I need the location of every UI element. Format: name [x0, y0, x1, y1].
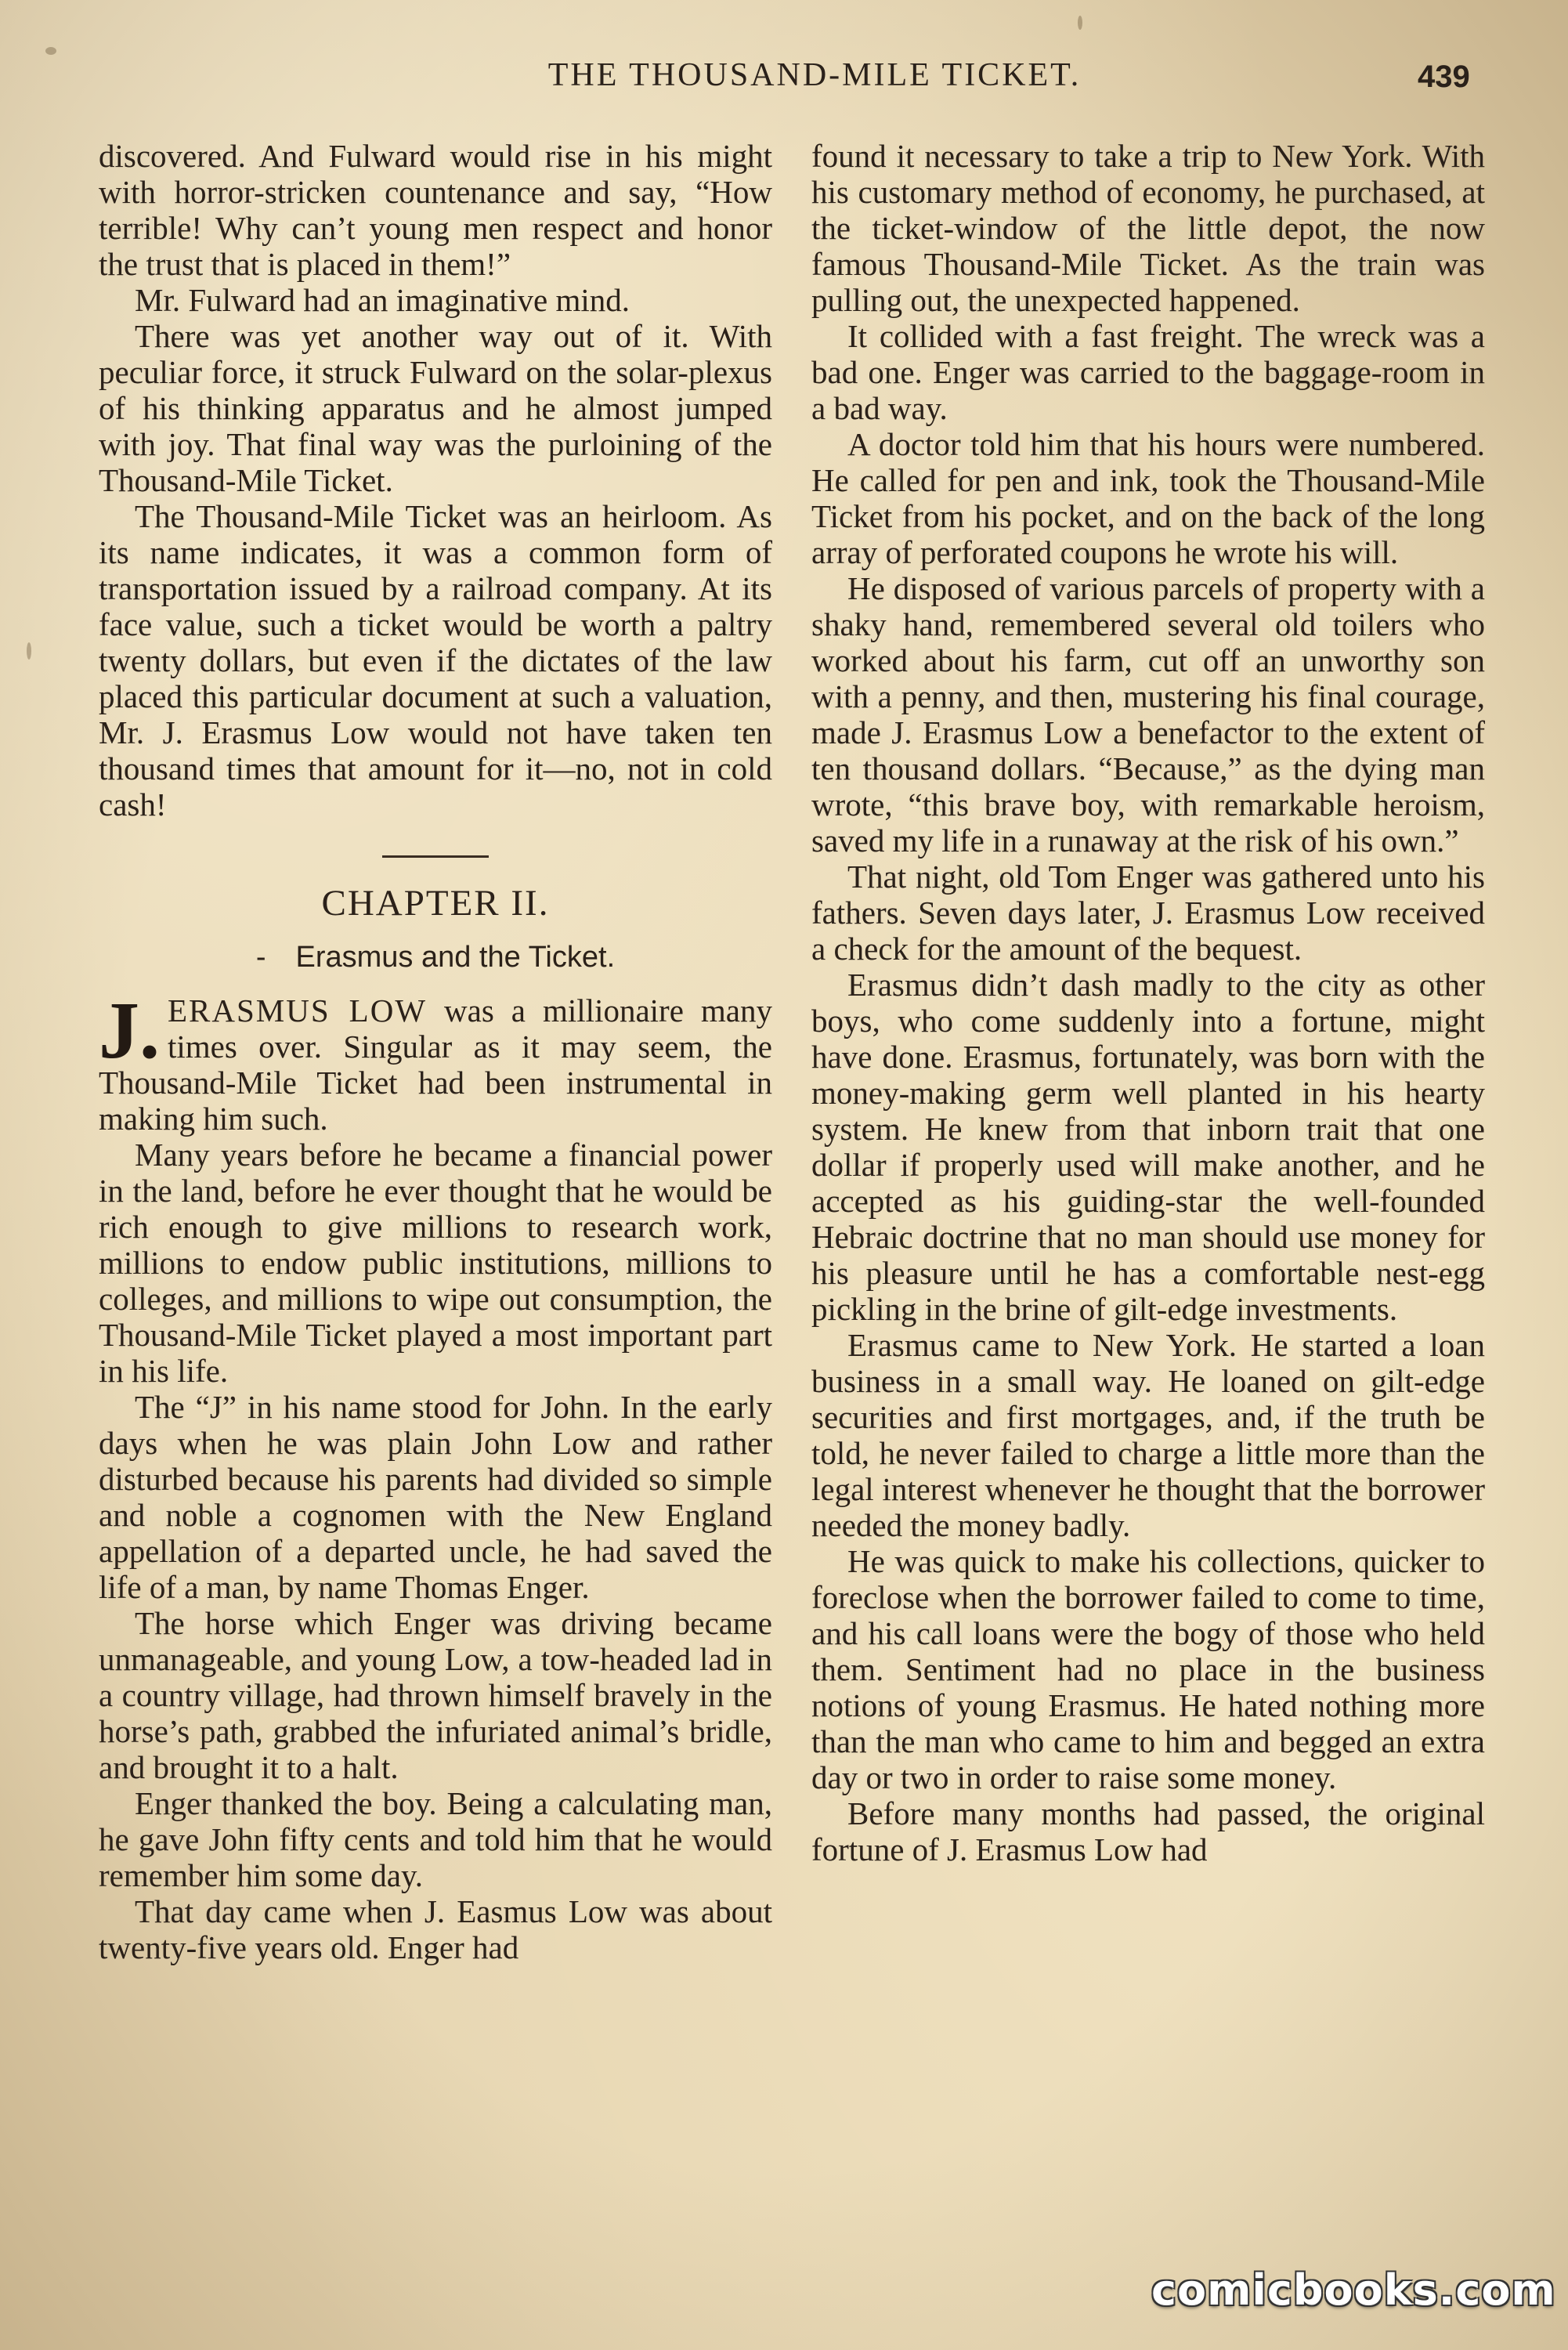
paragraph: It collided with a fast freight. The wreck was a bad one. Enger was carried to the baggage-room in a bad way. — [811, 318, 1485, 426]
paper-smudge — [45, 47, 56, 55]
paragraph: The Thousand-Mile Ticket was an heirloom. As its name indicates, it was a common form of transportation issued by a railroad company. At its face value, such a ticket would be worth a paltry twenty dollars, but even if the dictates of the law placed this particular document at such a valuation, Mr. J. Erasmus Low would not have taken ten thousand times that amount for it—no, not in cold cash! — [99, 498, 772, 822]
opening-paragraph — [99, 985, 772, 1137]
paragraph: He disposed of various parcels of property with a shaky hand, remembered several old toilers who worked about his farm, cut off an unworthy son with a penny, and then, mustering his final courage, made J. Erasmus Low a benefactor to the extent of ten thousand dollars. “Because,” as the dying man wrote, “this brave boy, with remarkable heroism, saved my life in a runaway at the risk of his own.” — [811, 570, 1485, 859]
paper-smudge — [27, 642, 31, 660]
paragraph: Erasmus didn’t dash madly to the city as other boys, who come suddenly into a fortune, might have done. Erasmus, fortunately, was born with the money-making germ well planted in his hearty system. He knew from that inborn trait that one dollar if properly used will make another, and he accepted as his guiding-star the well-founded Hebraic doctrine that no man should use money for his pleasure until he has a comfortable nest-egg pickling in the brine of gilt-edge investments. — [811, 967, 1485, 1327]
paragraph: That day came when J. Easmus Low was about twenty-five years old. Enger had — [99, 1893, 772, 1965]
paragraph: The horse which Enger was driving became unmanageable, and young Low, a tow-headed lad in a country village, had thrown himself bravely in the horse’s path, grabbed the infuriated animal’s bridle, and brought it to a halt. — [99, 1605, 772, 1785]
paragraph: He was quick to make his collections, quicker to foreclose when the borrower failed to come to time, and his call loans were the bogy of those who held them. Sentiment had no place in the business notions of young Erasmus. He hated nothing more than the man who came to him and begged an extra day or two in order to raise some money. — [811, 1543, 1485, 1795]
running-title: THE THOUSAND-MILE TICKET. — [547, 57, 1082, 93]
paragraph: There was yet another way out of it. With peculiar force, it struck Fulward on the solar-plexus of his thinking apparatus and he almost jumped with joy. That final way was the purloining of the Thousand-Mile Ticket. — [99, 318, 772, 498]
opening-small-caps: ERASMUS LOW — [168, 992, 428, 1029]
paper-smudge — [1078, 16, 1082, 30]
drop-cap: J. — [99, 985, 160, 1076]
page-number: 439 — [1418, 60, 1470, 94]
right-column — [811, 138, 1485, 1867]
paragraph: The “J” in his name stood for John. In the early days when he was plain John Low and rather disturbed because his parents had divided so simple and noble a cognomen with the New England appellation of a departed uncle, he had saved the life of a man, by name Thomas Enger. — [99, 1389, 772, 1605]
paragraph: Mr. Fulward had an imaginative mind. — [135, 282, 630, 318]
paragraph: Erasmus came to New York. He started a loan business in a small way. He loaned on gilt-edge securities and first mortgages, and, if the truth be told, he never failed to charge a little more than the legal interest whenever he thought that the borrower needed the money badly. — [811, 1327, 1485, 1543]
chapter-heading: CHAPTER II. — [321, 883, 550, 924]
paragraph: Many years before he became a financial power in the land, before he ever thought that he would be rich enough to give millions to research work, millions to endow public institutions, millions to colleges, and millions to wipe out consumption, the Thousand-Mile Ticket played a most important part in his life. — [99, 1137, 772, 1389]
opening-text: was a millionaire many times over. Singular as it may seem, the Thousand-Mile Ticket had been instrumental in making him such. — [99, 992, 772, 1137]
paragraph: found it necessary to take a trip to New York. With his customary method of economy, he purchased, at the ticket-window of the little depot, the now famous Thousand-Mile Ticket. As the train was pulling out, the unexpected happened. — [811, 138, 1485, 318]
chapter-subtitle: - Erasmus and the Ticket. — [255, 941, 616, 974]
paragraph: A doctor told him that his hours were numbered. He called for pen and ink, took the Thousand-Mile Ticket from his pocket, and on the back of the long array of perforated coupons he wrote his will. — [811, 426, 1485, 570]
paragraph: Enger thanked the boy. Being a calculating man, he gave John fifty cents and told him that he would remember him some day. — [99, 1785, 772, 1893]
site-watermark: comicbooks.com — [1151, 2265, 1556, 2315]
left-column — [99, 138, 772, 1965]
paragraph: Before many months had passed, the original fortune of J. Erasmus Low had — [811, 1795, 1485, 1867]
running-head — [0, 56, 1568, 111]
paragraph: That night, old Tom Enger was gathered unto his fathers. Seven days later, J. Erasmus Low received a check for the amount of the bequest. — [811, 859, 1485, 967]
section-divider — [382, 855, 489, 858]
paragraph: discovered. And Fulward would rise in his might with horror-stricken countenance and say, “How terrible! Why can’t young men respect and honor the trust that is placed in them!” — [99, 138, 772, 282]
